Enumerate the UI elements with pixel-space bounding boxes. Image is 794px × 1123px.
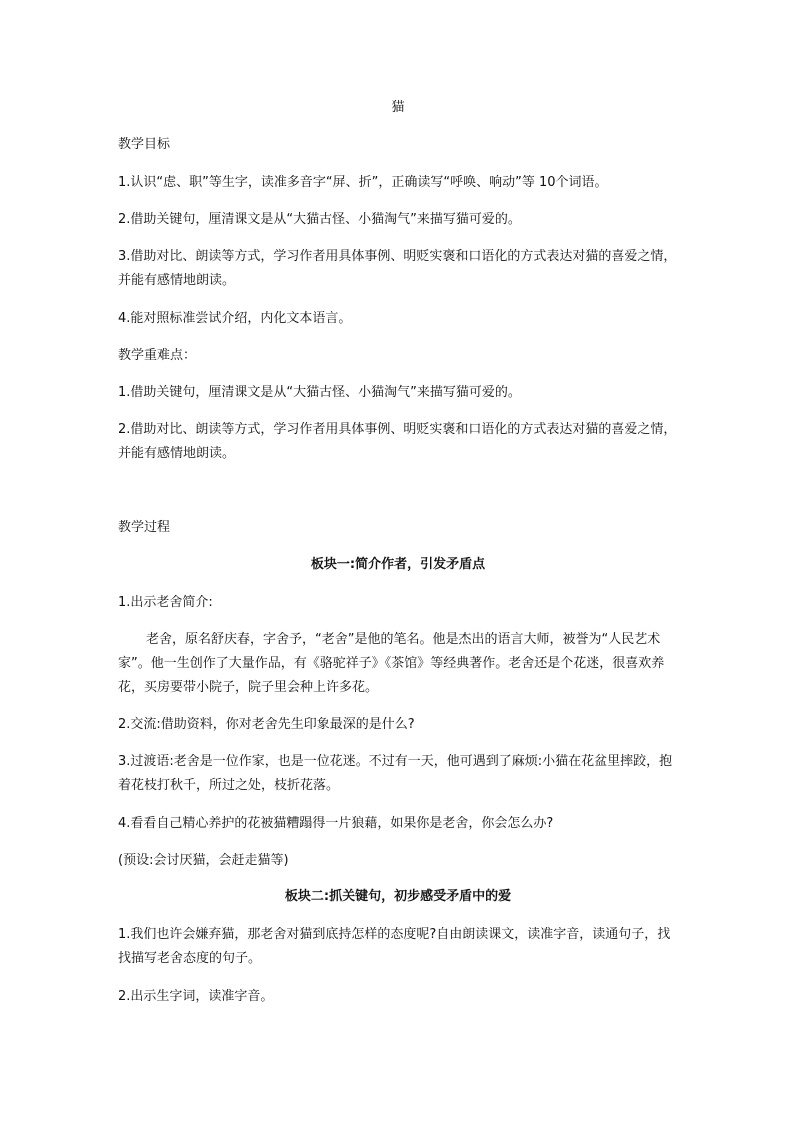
block1-bio-paragraph: 老舍，原名舒庆春，字舍予，“老舍”是他的笔名。他是杰出的语言大师，被誉为“人民艺术家”。他一生创作了大量作品，有《骆驼祥子》《茶馆》等经典著作。老舍还是个花迷，很喜欢养花，买房要带小院子，院子里会种上许多花。 [118,632,665,695]
document-title: 猫 [391,100,405,115]
goal-item: 4.能对照标准尝试介绍，内化文本语言。 [118,311,352,326]
block1-title: 板块一:简介作者，引发矛盾点 [310,557,486,572]
keypoint-item: 1.借助关键句，厘清课文是从“大猫古怪、小猫淘气”来描写猫可爱的。 [118,385,521,400]
block1-item: 3.过渡语:老舍是一位作家，也是一位花迷。不过有一天，他可遇到了麻烦:小猫在花盆里摔跤，抱着花枝打秋千，所过之处，枝折花落。 [118,754,673,793]
keypoint-item: 2.借助对比、朗读等方式，学习作者用具体事例、明贬实褒和口语化的方式表达对猫的喜爱之情，并能有感情地朗读。 [118,422,677,461]
keypoints-heading: 教学重难点： [118,348,197,363]
block1-item: (预设:会讨厌猫，会赶走猫等) [118,853,289,868]
block2-item: 1.我们也许会嫌弃猫，那老舍对猫到底持怎样的态度呢?自由朗读课文，读准字音，读通句子，找找描写老舍态度的句子。 [118,927,671,966]
process-heading: 教学过程 [118,520,171,535]
goal-item: 3.借助对比、朗读等方式，学习作者用具体事例、明贬实褒和口语化的方式表达对猫的喜爱之情，并能有感情地朗读。 [118,249,677,288]
block1-item: 2.交流:借助资料，你对老舍先生印象最深的是什么? [118,717,415,732]
block1-item: 4.看看自己精心养护的花被猫糟蹋得一片狼藉，如果你是老舍，你会怎么办? [118,816,554,831]
goals-heading: 教学目标 [118,137,171,152]
block2-title: 板块二:抓关键句，初步感受矛盾中的爱 [284,889,512,904]
goal-item: 1.认识“虑、职”等生字，读准多音字“屏、折”，正确读写“呼唤、响动”等 10个词语。 [118,175,608,190]
block2-item: 2.出示生字词，读准字音。 [118,989,274,1004]
block1-item: 1.出示老舍简介: [118,595,213,610]
goal-item: 2.借助关键句，厘清课文是从“大猫古怪、小猫淘气”来描写猫可爱的。 [118,212,521,227]
